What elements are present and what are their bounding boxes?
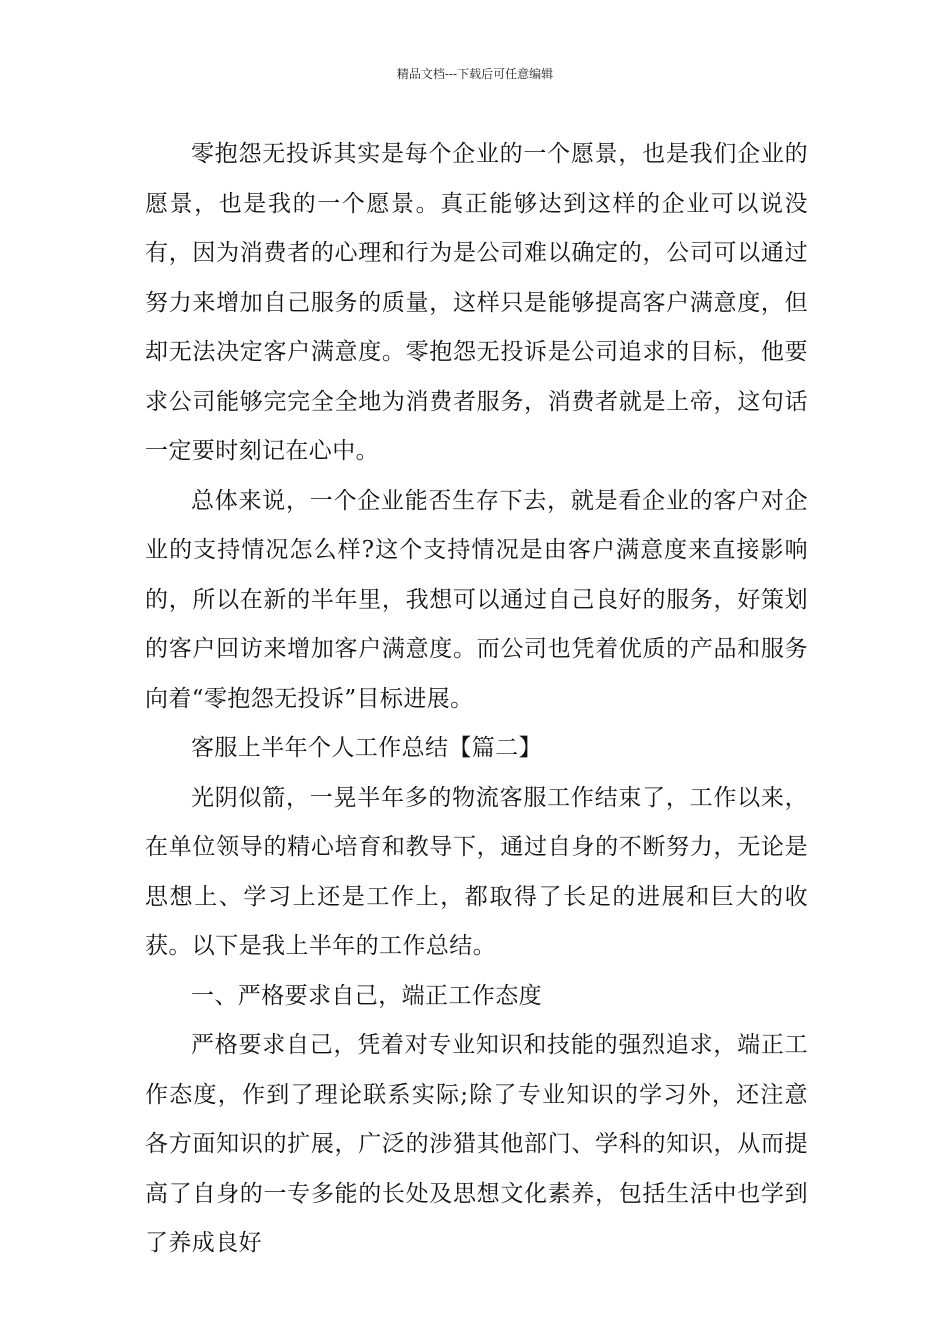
section-heading: 一、严格要求自己，端正工作态度: [191, 982, 542, 1009]
section-heading: 客服上半年个人工作总结【篇二】: [191, 735, 542, 761]
paragraph: 光阴似箭，一晃半年多的物流客服工作结束了，工作以来，在单位领导的精心培育和教导下，通过自身的不断努力，无论是思想上、学习上还是工作上，都取得了长足的进展和巨大的收获。以下是我上半年的工作总结。: [145, 784, 808, 959]
document-body: [145, 130, 808, 1269]
paragraph: 总体来说，一个企业能否生存下去，就是看企业的客户对企业的支持情况怎么样?这个支持情况是由客户满意度来直接影响的，所以在新的半年里，我想可以通过自己良好的服务，好策划的客户回访来增加客户满意度。而公司也凭着优质的产品和服务向着“零抱怨无投诉”目标进展。: [145, 487, 808, 712]
page-header: 精品文档---下载后可任意编辑: [396, 67, 554, 81]
paragraph: 零抱怨无投诉其实是每个企业的一个愿景，也是我们企业的愿景，也是我的一个愿景。真正能够达到这样的企业可以说没有，因为消费者的心理和行为是公司难以确定的，公司可以通过努力来增加自己服务的质量，这样只是能够提高客户满意度，但却无法决定客户满意度。零抱怨无投诉是公司追求的目标，他要求公司能够完完全全地为消费者服务，消费者就是上帝，这句话一定要时刻记在心中。: [145, 141, 808, 464]
paragraph: 严格要求自己，凭着对专业知识和技能的强烈追求，端正工作态度，作到了理论联系实际;除了专业知识的学习外，还注意各方面知识的扩展，广泛的涉猎其他部门、学科的知识，从而提高了自身的一专多能的长处及思想文化素养，包括生活中也学到了养成良好: [145, 1032, 808, 1256]
